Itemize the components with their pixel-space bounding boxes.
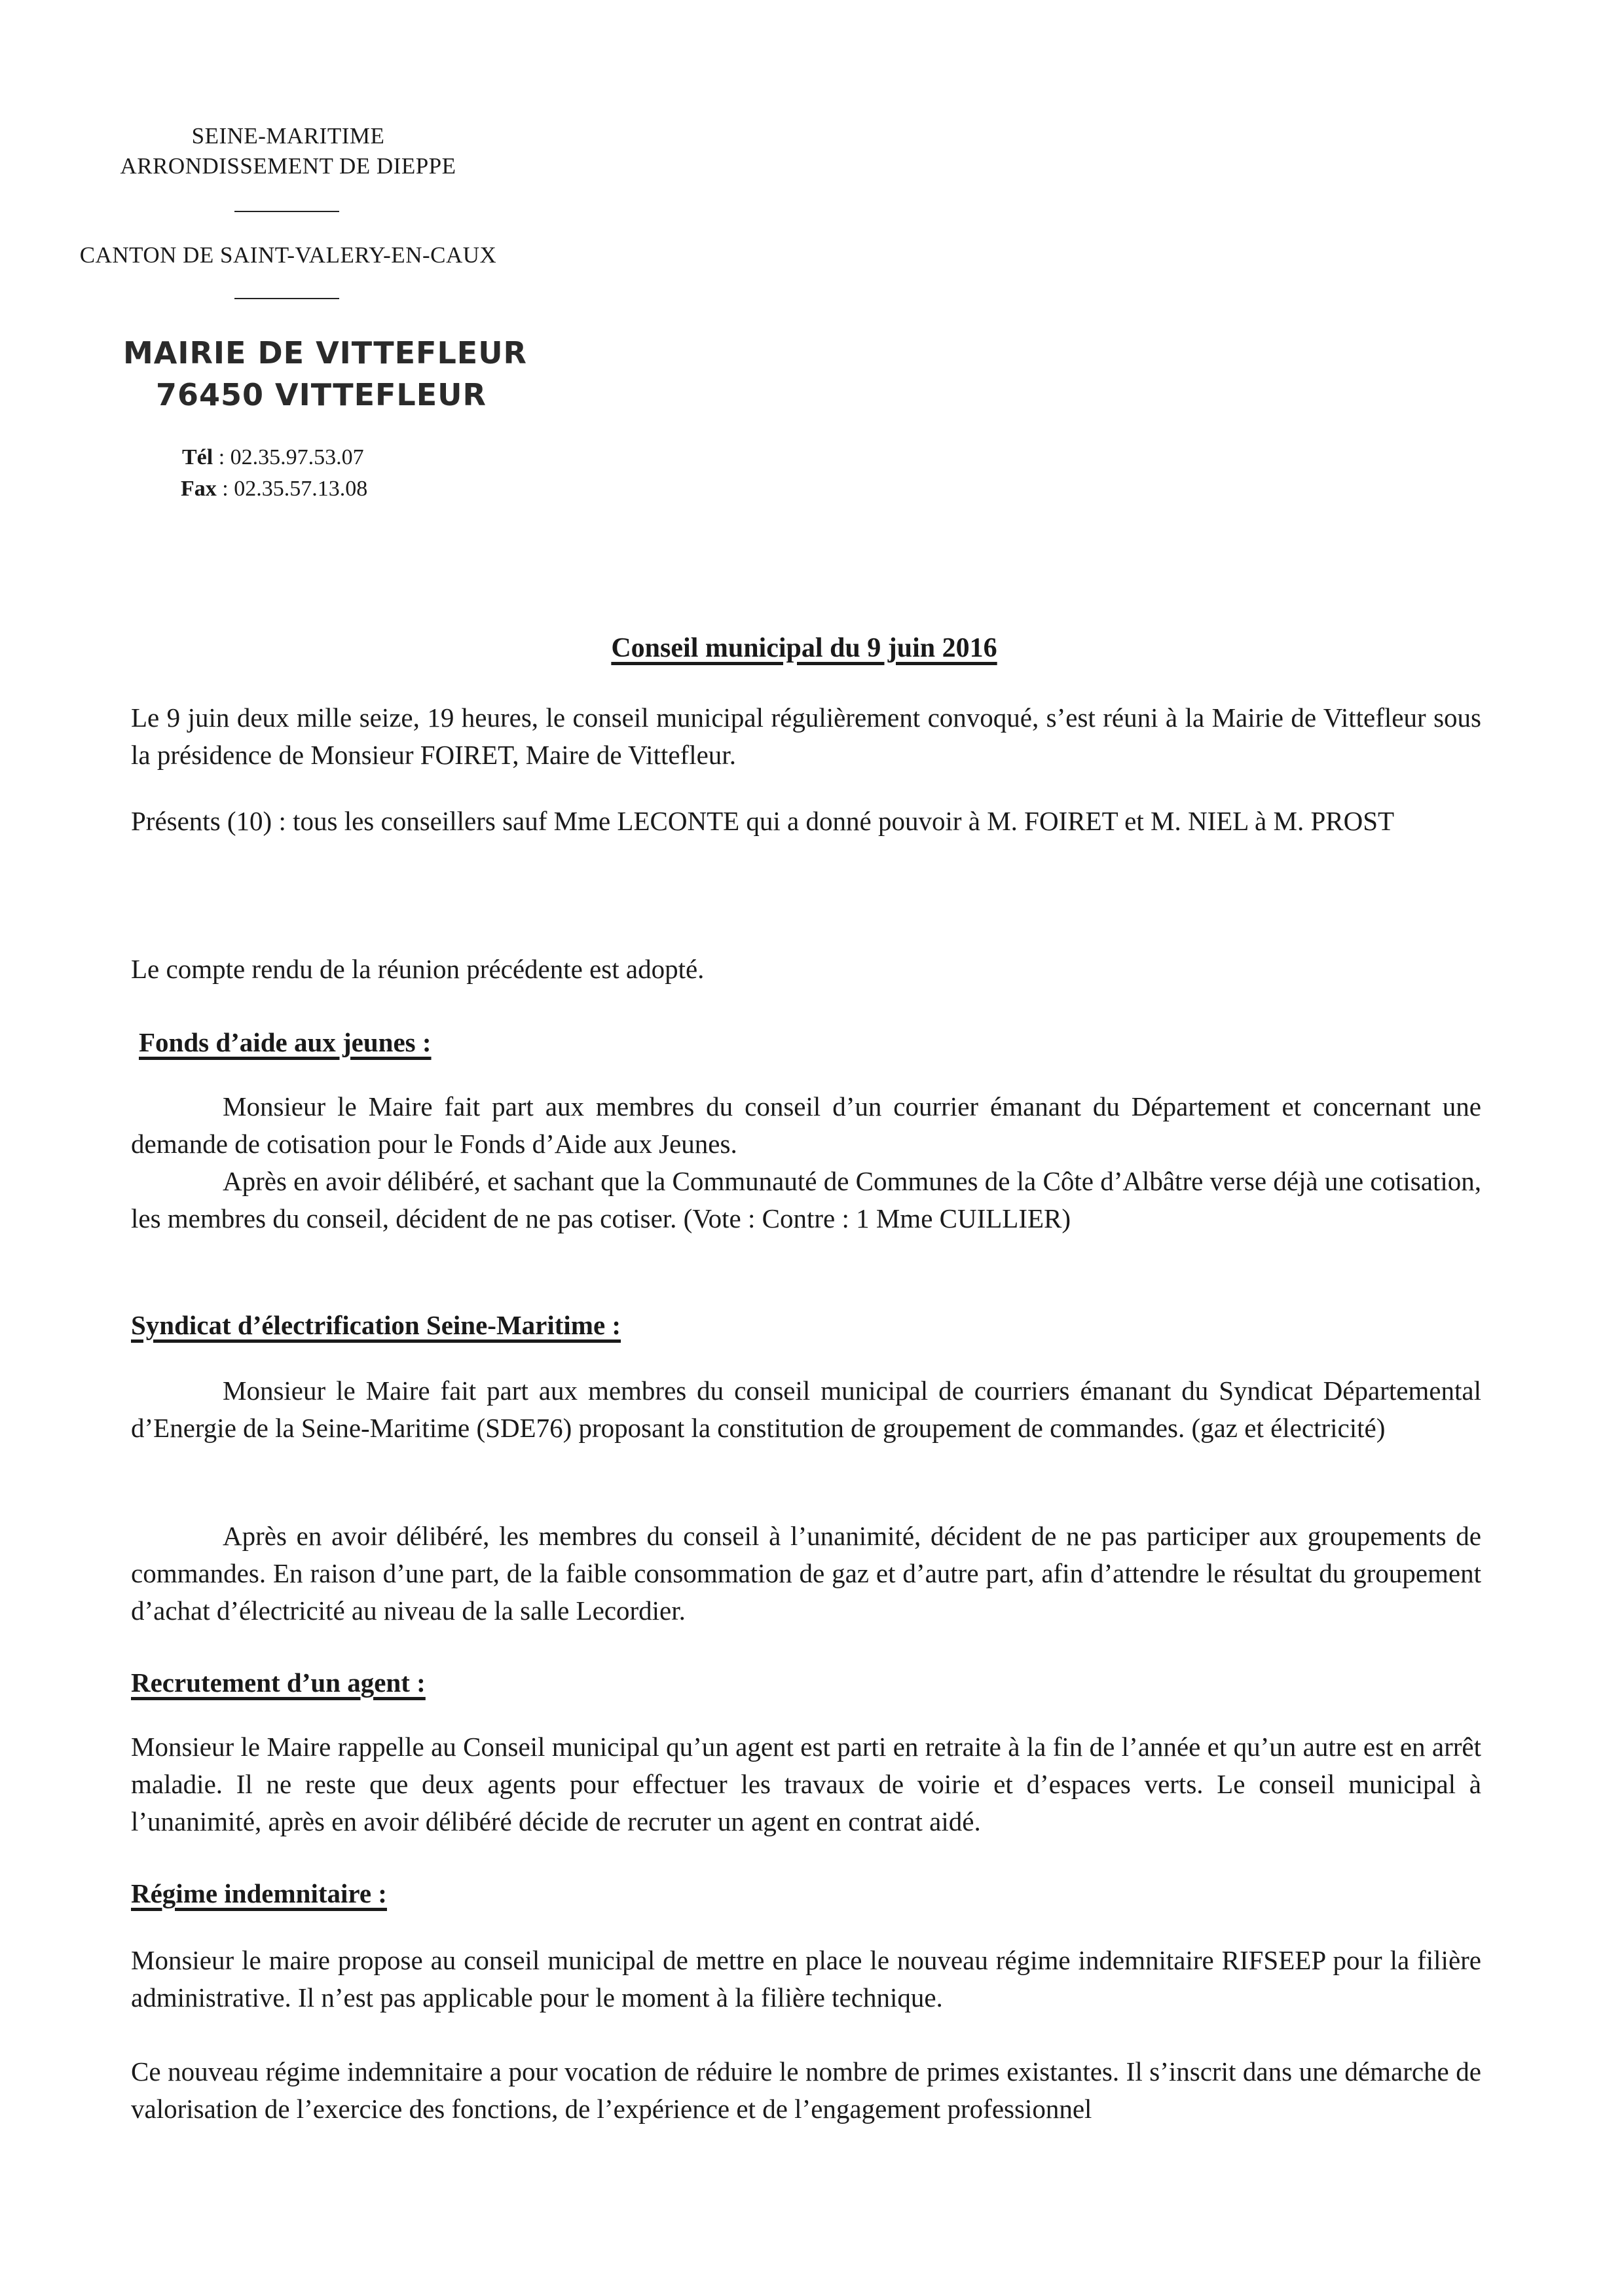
section-paragraph: Après en avoir délibéré, et sachant que la Communauté de Communes de la Côte d’Albâtre verse déjà une cotisation, les membres du conseil, décident de ne pas cotiser. (Vote : Contre : 1 Mme CUILLIER): [131, 1166, 1481, 1233]
section-body-regime: [131, 1942, 1481, 2016]
fax-value: : 02.35.57.13.08: [216, 477, 368, 501]
letterhead-divider: [234, 298, 339, 299]
section-body-fonds-aide: [131, 1088, 1481, 1237]
tel-value: : 02.35.97.53.07: [213, 445, 364, 469]
section-paragraph: Après en avoir délibéré, les membres du conseil à l’unanimité, décident de ne pas participer aux groupements de commandes. En raison d’une part, de la faible consommation de gaz et d’autre part, afin d’attendre le résultat du groupement d’achat d’électricité au niveau de la salle Lecordier.: [131, 1521, 1481, 1626]
section-heading-regime: Régime indemnitaire :: [131, 1878, 387, 1908]
contact-tel: [182, 445, 364, 470]
section-paragraph: Monsieur le Maire fait part aux membres du conseil municipal de courriers émanant du Syndicat Départemental d’Energie de la Seine-Maritime (SDE76) proposant la constitution de groupement de commandes. (gaz et électricité): [131, 1376, 1481, 1443]
section-body-regime-vocation: [131, 2053, 1481, 2128]
section-paragraph: Ce nouveau régime indemnitaire a pour vocation de réduire le nombre de primes existantes. Il s’inscrit dans une démarche de valorisation de l’exercice des fonctions, de l’expérience et de l’engagement professionnel: [131, 2056, 1481, 2124]
letterhead-divider: [234, 211, 339, 212]
intro-paragraph: [131, 699, 1481, 774]
section-body-syndicat-decision: [131, 1518, 1481, 1630]
section-heading-recrutement: Recrutement d’un agent :: [131, 1667, 426, 1698]
fax-label: Fax: [181, 477, 217, 501]
section-body-syndicat: [131, 1372, 1481, 1447]
section-body-recrutement: [131, 1728, 1481, 1840]
mairie-address: 76450 VITTEFLEUR: [156, 377, 487, 412]
section-paragraph: Monsieur le Maire fait part aux membres du conseil d’un courrier émanant du Département et concernant une demande de cotisation pour le Fonds d’Aide aux Jeunes.: [131, 1091, 1481, 1159]
compte-rendu-paragraph: [131, 951, 1481, 988]
presents-text: Présents (10) : tous les conseillers sauf Mme LECONTE qui a donné pouvoir à M. FOIRET et M. NIEL à M. PROST: [131, 806, 1395, 836]
section-heading-fonds-aide: Fonds d’aide aux jeunes :: [139, 1027, 432, 1057]
tel-label: Tél: [182, 445, 213, 469]
document-title: Conseil municipal du 9 juin 2016: [611, 633, 997, 663]
letterhead-canton: CANTON DE SAINT-VALERY-EN-CAUX: [79, 242, 497, 268]
section-heading-syndicat: Syndicat d’électrification Seine-Maritime :: [131, 1310, 621, 1340]
compte-rendu-text: Le compte rendu de la réunion précédente est adopté.: [131, 954, 705, 984]
letterhead-department: SEINE-MARITIME: [191, 123, 385, 149]
letterhead-arrondissement: ARRONDISSEMENT DE DIEPPE: [120, 153, 456, 179]
section-paragraph: Monsieur le maire propose au conseil municipal de mettre en place le nouveau régime indemnitaire RIFSEEP pour la filière administrative. Il n’est pas applicable pour le moment à la filière technique.: [131, 1945, 1481, 2013]
presents-paragraph: [131, 803, 1481, 840]
section-paragraph: Monsieur le Maire rappelle au Conseil municipal qu’un agent est parti en retraite à la fin de l’année et qu’un autre est en arrêt maladie. Il ne reste que deux agents pour effectuer les travaux de voirie et d’espaces verts. Le conseil municipal à l’unanimité, après en avoir délibéré décide de recruter un agent en contrat aidé.: [131, 1732, 1481, 1836]
intro-text: Le 9 juin deux mille seize, 19 heures, le conseil municipal régulièrement convoqué, s’est réuni à la Mairie de Vittefleur sous la présidence de Monsieur FOIRET, Maire de Vittefleur.: [131, 702, 1481, 770]
contact-fax: [181, 477, 367, 501]
mairie-name: MAIRIE DE VITTEFLEUR: [123, 335, 527, 371]
